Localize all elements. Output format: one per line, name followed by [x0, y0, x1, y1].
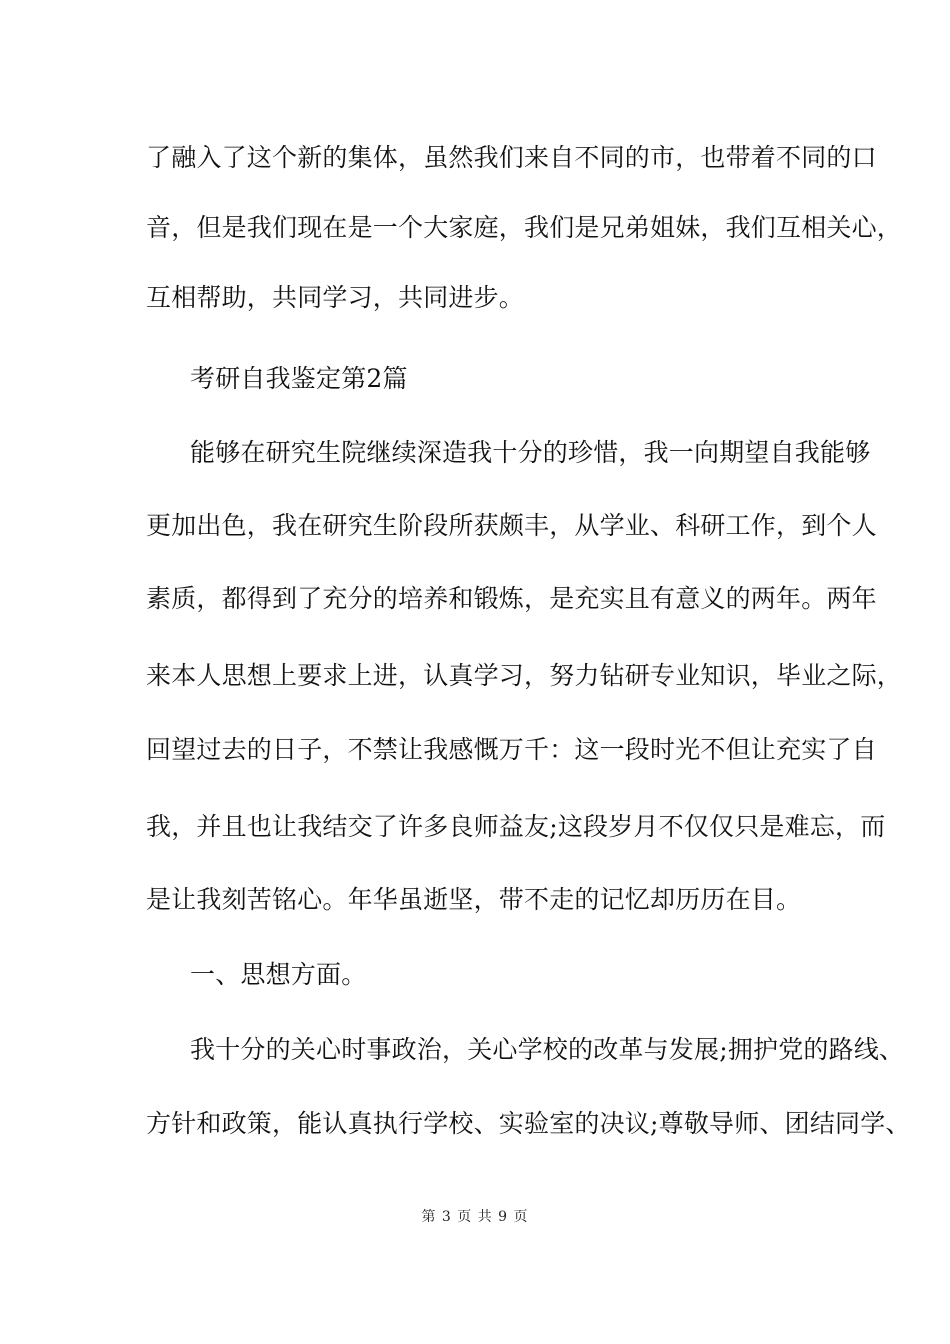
paragraph-line-10: 是让我刻苦铭心。年华虽逝坚，带不走的记忆却历历在目。 — [146, 885, 802, 914]
page-footer: 第 3 页 共 9 页 — [421, 1209, 529, 1225]
section-heading: 考研自我鉴定第2篇 — [190, 364, 408, 393]
paragraph-line-4: 能够在研究生院继续深造我十分的珍惜，我一向期望自我能够 — [190, 438, 871, 467]
paragraph-line-12: 方针和政策，能认真执行学校、实验室的决议;尊敬导师、团结同学、 — [146, 1109, 911, 1138]
paragraph-line-7: 来本人思想上要求上进，认真学习，努力钻研专业知识，毕业之际， — [146, 661, 903, 690]
paragraph-line-2: 音，但是我们现在是一个大家庭，我们是兄弟姐妹，我们互相关心， — [146, 213, 903, 242]
paragraph-line-8: 回望过去的日子，不禁让我感慨万千：这一段时光不但让充实了自 — [146, 735, 877, 764]
paragraph-line-5: 更加出色，我在研究生阶段所获颇丰，从学业、科研工作，到个人 — [146, 511, 877, 540]
paragraph-line-3: 互相帮助，共同学习，共同进步。 — [146, 283, 525, 312]
subsection-heading: 一、思想方面。 — [190, 960, 367, 989]
paragraph-line-1: 了融入了这个新的集体，虽然我们来自不同的市，也带着不同的口 — [146, 143, 877, 172]
paragraph-line-11: 我十分的关心时事政治，关心学校的改革与发展;拥护党的路线、 — [190, 1035, 905, 1064]
paragraph-line-6: 素质，都得到了充分的培养和锻炼，是充实且有意义的两年。两年 — [146, 584, 877, 613]
paragraph-line-9: 我，并且也让我结交了许多良师益友;这段岁月不仅仅只是难忘，而 — [146, 812, 886, 841]
